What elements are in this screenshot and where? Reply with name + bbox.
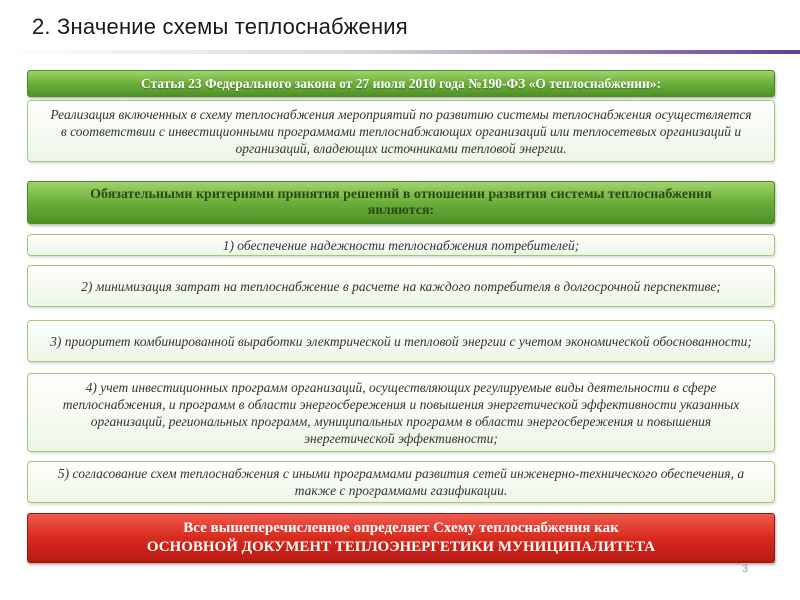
title-divider [0, 50, 800, 54]
law-text-box [27, 100, 775, 162]
page-number: 3 [742, 563, 749, 575]
law-text: Реализация включенных в схему теплоснабжения мероприятий по развитию системы теплоснабжения осуществляется в соответствии с инвестиционными программами теплоснабжающих организаций или теплосетевых организаций и организаций, владеющих источниками тепловой энергии. [50, 106, 752, 156]
criterion-text: 4) учет инвестиционных программ организаций, осуществляющих регулируемые виды деятельности в сфере теплоснабжения, и программ в области энергосбережения и повышения энергетической эффективности указанных организаций, региональных программ, муниципальных программ в области энергосбережения и повышения энергетической эффективности; [62, 379, 740, 446]
law-header [27, 70, 775, 97]
conclusion-line-1: Все вышеперечисленное определяет Схему теплоснабжения как [183, 520, 619, 536]
criterion-item [27, 265, 775, 307]
conclusion-line-2: ОСНОВНОЙ ДОКУМЕНТ ТЕПЛОЭНЕРГЕТИКИ МУНИЦИПАЛИТЕТА [146, 539, 656, 555]
slide-title: 2. Значение схемы теплоснабжения [32, 14, 408, 39]
criterion-text: 3) приоритет комбинированной выработки электрической и тепловой энергии с учетом экономической обоснованности; [50, 333, 752, 349]
criterion-text: 1) обеспечение надежности теплоснабжения потребителей; [222, 237, 580, 253]
criterion-item [27, 461, 775, 503]
criterion-text: 2) минимизация затрат на теплоснабжение в расчете на каждого потребителя в долгосрочной перспективе; [81, 278, 721, 294]
conclusion-banner [27, 513, 775, 563]
criterion-item [27, 234, 775, 256]
criterion-text: 5) согласование схем теплоснабжения с иными программами развития сетей инженерно-технического обеспечения, а также с программами газификации. [57, 466, 745, 498]
law-header-text: Статья 23 Федерального закона от 27 июля 2010 года №190-ФЗ «О теплоснабжении»: [140, 75, 662, 91]
criteria-header [27, 181, 775, 224]
criterion-item [27, 373, 775, 452]
criterion-item [27, 320, 775, 362]
criteria-header-text: Обязательными критериями принятия решений в отношении развития системы теплоснабжения являются: [90, 186, 712, 218]
